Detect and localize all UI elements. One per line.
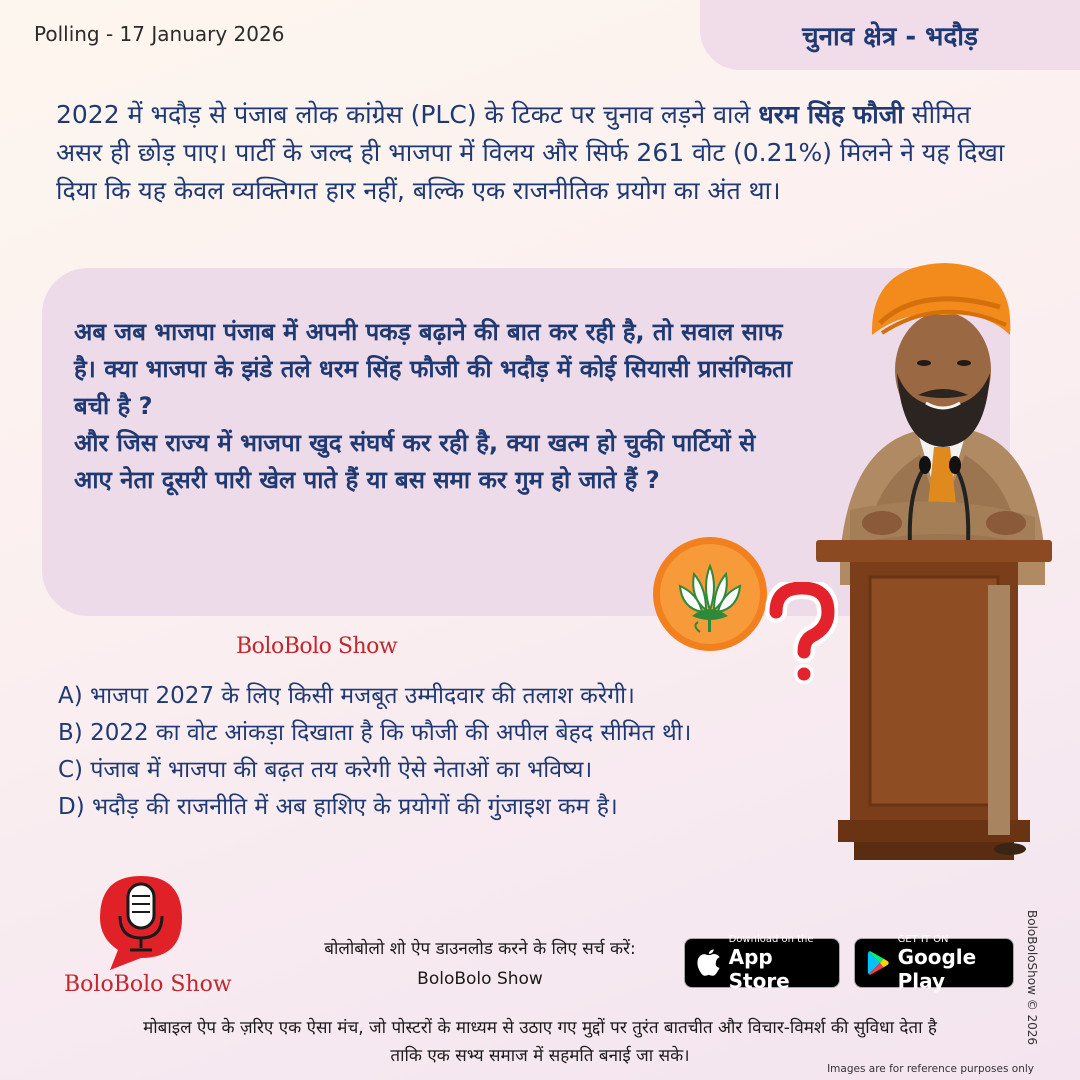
option-b: B) 2022 का वोट आंकड़ा दिखाता है कि फौजी की अपील बेहद सीमित थी। <box>58 720 692 746</box>
polling-date: Polling - 17 January 2026 <box>34 22 285 46</box>
disclaimer: Images are for reference purposes only <box>827 1063 1034 1075</box>
google-play-label: Google Play <box>897 944 977 993</box>
app-store-button[interactable] <box>684 933 840 993</box>
constituency-label: चुनाव क्षेत्र - भदौड़ <box>802 22 978 52</box>
app-store-label: App Store <box>728 944 790 993</box>
intro-text-2: सीमित असर ही छोड़ पाए। पार्टी के जल्द ही भाजपा में विलय और सिर्फ 261 वोट (0.21%) मिलने ने यह दिखा दिया कि यह केवल व्यक्तिगत हार नहीं, बल्कि एक राजनीतिक प्रयोग का अंत था। <box>56 100 1005 205</box>
google-play-icon <box>867 949 890 977</box>
question-line-1: अब जब भाजपा पंजाब में अपनी पकड़ बढ़ाने की बात कर रही है, तो सवाल साफ है। क्या भाजपा के झंडे तले धरम सिंह फौजी की भदौड़ में कोई सियासी प्रासंगिकता बची है ? <box>74 318 793 420</box>
download-line-1: बोलोबोलो शो ऐप डाउनलोड करने के लिए सर्च करें: <box>324 939 636 959</box>
question-text <box>74 314 794 499</box>
option-a: A) भाजपा 2027 के लिए किसी मजबूत उम्मीदवार की तलाश करेगी। <box>58 683 635 709</box>
footer-line-1: मोबाइल ऐप के ज़रिए एक ऐसा मंच, जो पोस्टरों के माध्यम से उठाए गए मुद्दों पर तुरंत बातचीत और विचार-विमर्श की सुविधा देता है <box>143 1018 937 1038</box>
download-line-2: BoloBolo Show <box>417 969 543 989</box>
app-store-small-text: Download on the <box>728 933 814 945</box>
brand-logo-text: BoloBolo Show <box>64 972 232 997</box>
footer-tagline <box>40 1014 1040 1070</box>
intro-text-1: 2022 में भदौड़ से पंजाब लोक कांग्रेस (PLC) के टिकट पर चुनाव लड़ने वाले <box>56 100 759 129</box>
option-d: D) भदौड़ की राजनीति में अब हाशिए के प्रयोगों की गुंजाइश कम है। <box>58 794 618 820</box>
google-play-button[interactable] <box>854 933 1014 993</box>
bolobolo-mic-logo-icon <box>96 872 186 972</box>
lotus-symbol-icon <box>652 536 768 652</box>
footer-line-2: ताकि एक सभ्य समाज में सहमति बनाई जा सके। <box>390 1046 690 1066</box>
answer-options <box>58 678 858 826</box>
download-instructions <box>270 934 690 994</box>
google-play-small-text: GET IT ON <box>897 933 949 945</box>
question-mark-icon <box>764 582 838 686</box>
copyright: BoloBoloShow © 2026 <box>1025 910 1039 1046</box>
brand-watermark: BoloBolo Show <box>236 634 398 659</box>
option-c: C) पंजाब में भाजपा की बढ़त तय करेगी ऐसे नेताओं का भविष्य। <box>58 757 593 783</box>
question-line-2: और जिस राज्य में भाजपा खुद संघर्ष कर रही है, क्या खत्म हो चुकी पार्टियों से आए नेता दूसरी पारी खेल पाते हैं या बस समा कर गुम हो जाते हैं ? <box>74 429 756 494</box>
intro-paragraph <box>56 96 1016 210</box>
constituency-tab <box>700 0 1080 70</box>
candidate-name: धरम सिंह फौजी <box>758 100 904 129</box>
apple-icon <box>697 949 721 977</box>
